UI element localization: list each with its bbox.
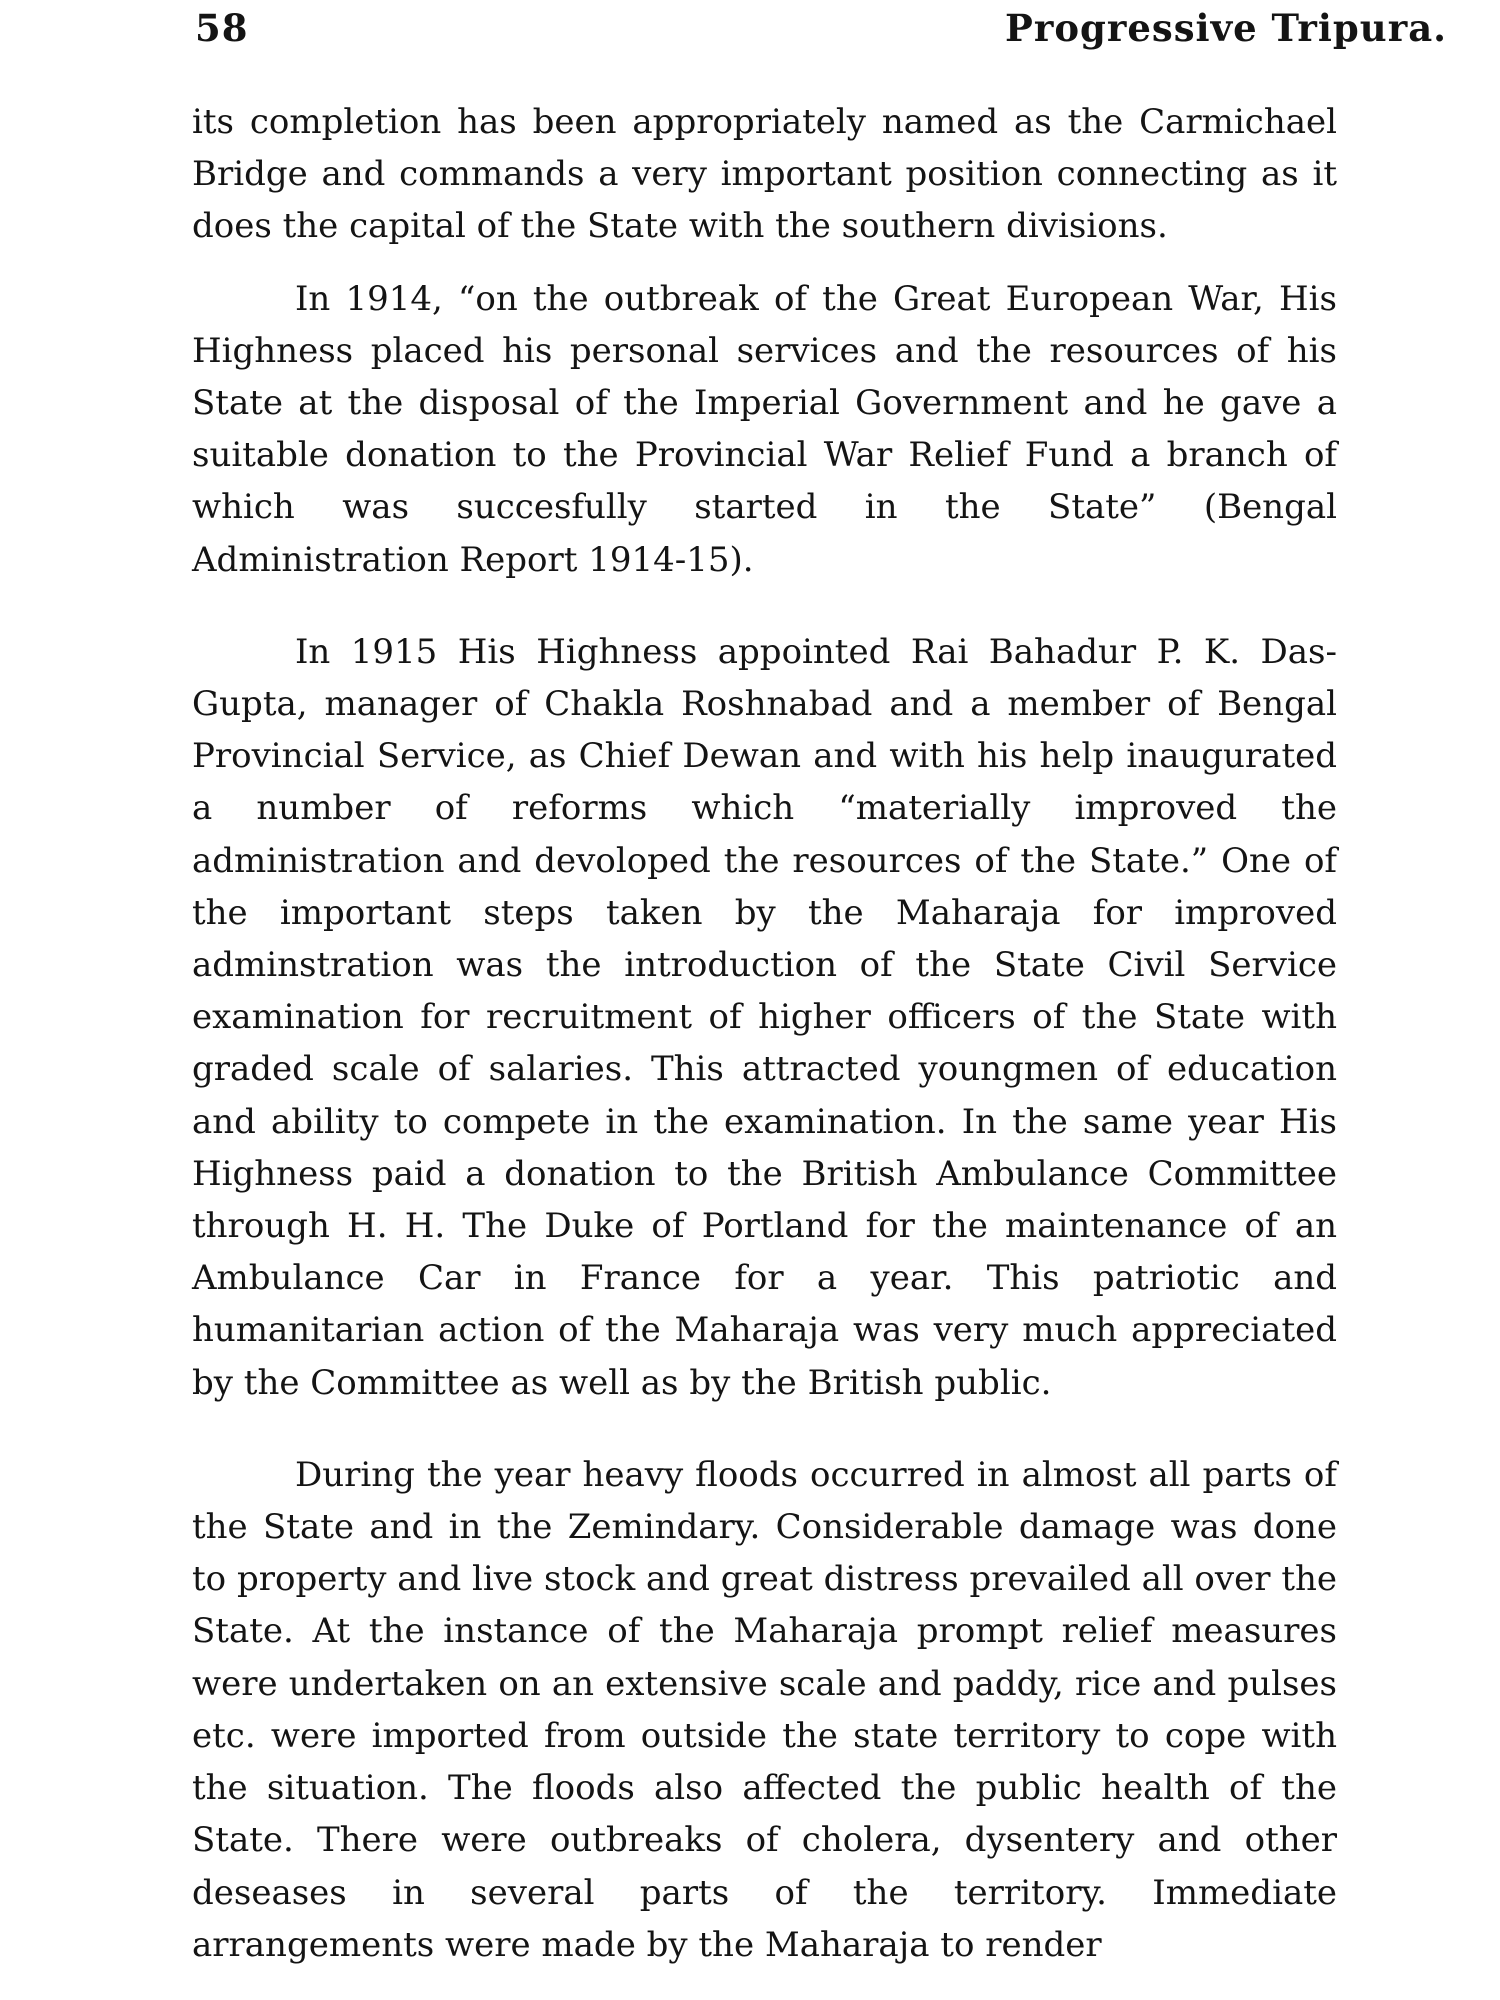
paragraph-continuation: its completion has been appropriately named as the Carmichael Bridge and commands a very important position connecting as it does the capital of the State with the southern divisions. <box>192 102 1337 247</box>
paragraph-floods: During the year heavy floods occurred in almost all parts of the State and in the Zemindary. Considerable damage was done to property and live stock and great distress prevailed all over the State. At the instance of the Maharaja prompt relief measures were undertaken on an extensive scale and paddy, rice and pulses etc. were imported from outside the state territory to cope with the situation. The floods also affected the public health of the State. There were outbreaks of cholera, dysentery and other deseases in several parts of the territory. Immediate arrangements were made by the Maharaja to render <box>192 1454 1337 1965</box>
paragraph-1914-war: In 1914, “on the outbreak of the Great European War, His Highness placed his personal services and the resources of his State at the disposal of the Imperial Government and he gave a suitable donation to the Provincial War Relief Fund a branch of which was succesfully started in the State” (Bengal Administration Report 1914-15). <box>192 278 1337 580</box>
page-number: 58 <box>195 6 249 50</box>
paragraph-1915-reforms: In 1915 His Highness appointed Rai Bahadur P. K. Das-Gupta, manager of Chakla Roshnabad and a member of Bengal Provincial Service, as Chief Dewan and with his help inaugurated a number of reforms which “materially improved the administration and devoloped the resources of the State.” One of the important steps taken by the Maharaja for improved adminstration was the introduction of the State Civil Service examination for recruitment of higher officers of the State with graded scale of salaries. This attracted youngmen of education and ability to compete in the examination. In the same year His Highness paid a donation to the British Ambulance Committee through H. H. The Duke of Portland for the maintenance of an Ambulance Car in France for a year. This patriotic and humanitarian action of the Maharaja was very much appreciated by the Committee as well as by the British public. <box>192 631 1337 1403</box>
body-text <box>192 96 1337 1971</box>
running-title: Progressive Tripura. <box>1005 6 1448 50</box>
